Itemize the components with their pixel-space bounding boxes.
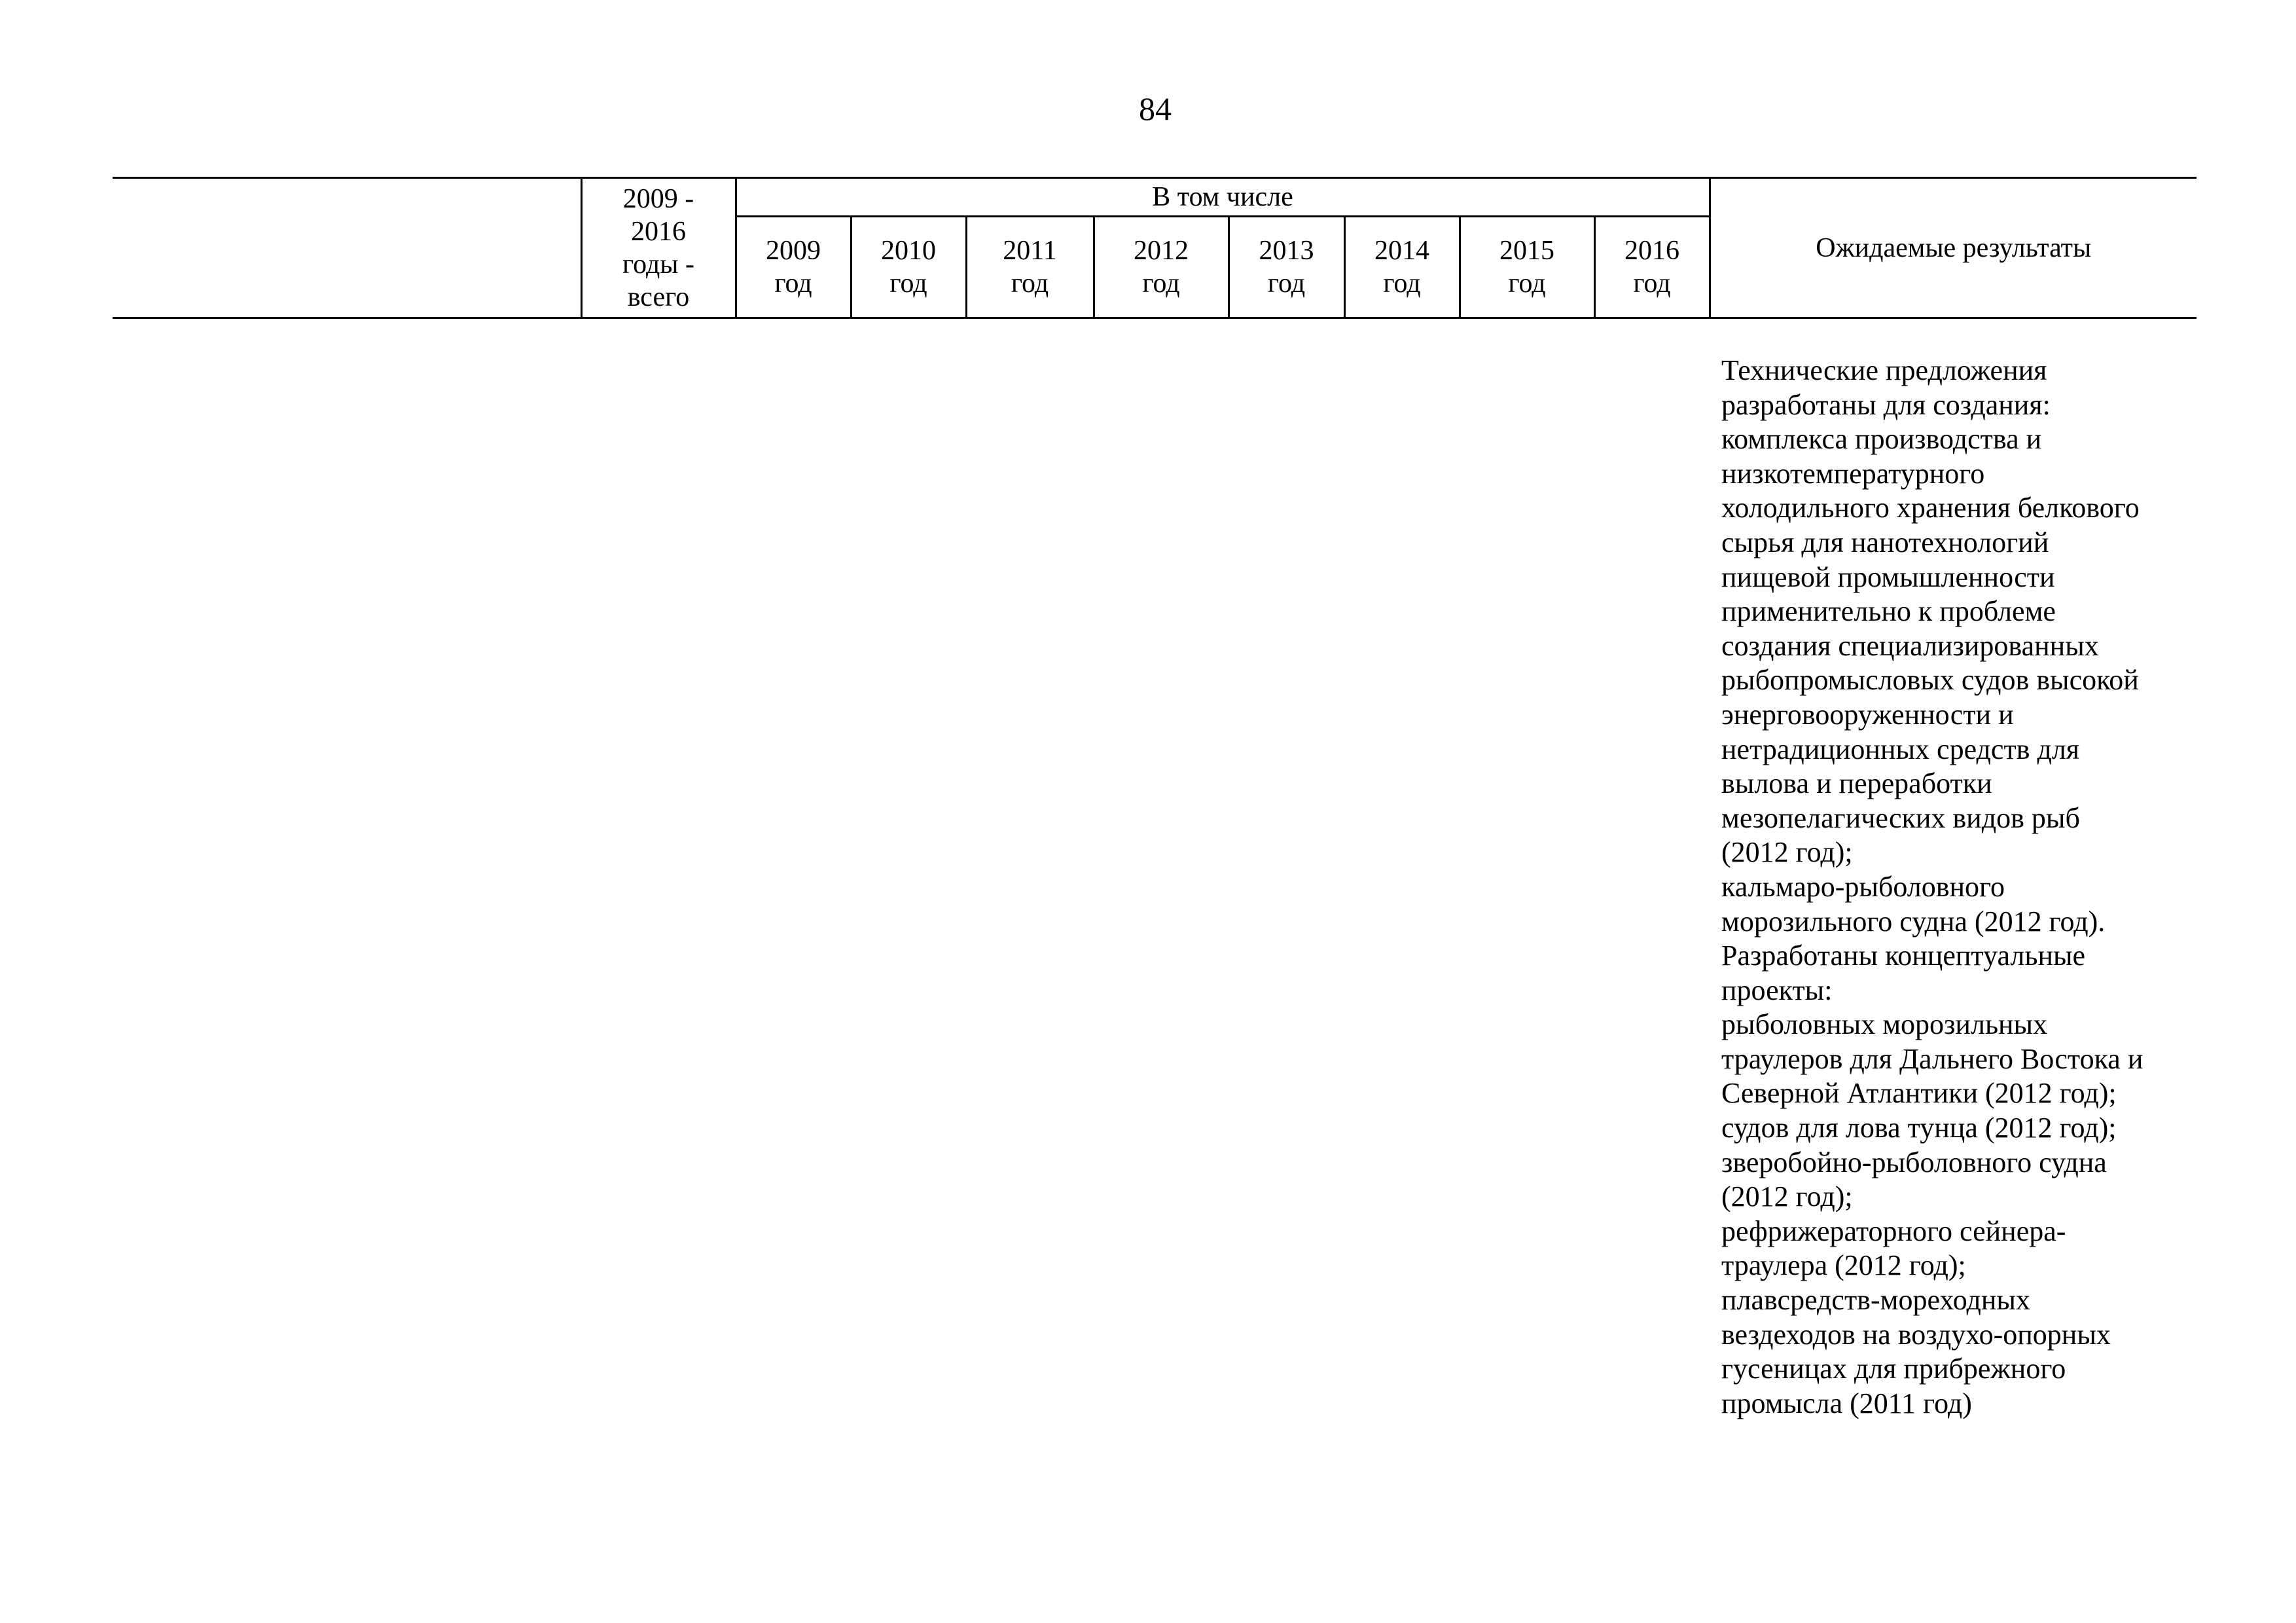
- year-word: год: [774, 268, 812, 299]
- result-line: рыболовных морозильных: [1721, 1008, 2048, 1041]
- result-line: пищевой промышленности: [1721, 560, 2055, 593]
- year-number: 2010: [881, 236, 936, 266]
- result-line: гусеницах для прибрежного: [1721, 1353, 2066, 1385]
- header-year-2015: [1460, 217, 1594, 318]
- expected-results-text: [1721, 354, 2258, 1421]
- year-number: 2012: [1134, 236, 1189, 266]
- header-year-2016: [1594, 217, 1710, 318]
- page-number: 84: [1139, 90, 1172, 127]
- year-word: год: [1011, 268, 1049, 299]
- result-line: холодильного хранения белкового: [1721, 492, 2140, 524]
- result-line: нетрадиционных средств для: [1721, 733, 2080, 765]
- result-line: рефрижераторного сейнера-: [1721, 1214, 2066, 1247]
- year-number: 2014: [1374, 236, 1429, 266]
- result-line: низкотемпературного: [1721, 457, 1985, 490]
- result-line: зверобойно-рыболовного судна: [1721, 1146, 2107, 1178]
- result-line: судов для лова тунца (2012 год);: [1721, 1112, 2117, 1144]
- result-line: энерговооруженности и: [1721, 698, 2014, 731]
- year-word: год: [1142, 268, 1180, 299]
- result-line: Разработаны концептуальные: [1721, 939, 2086, 972]
- result-line: плавсредств-мореходных: [1721, 1284, 2030, 1317]
- result-line: вездеходов на воздухо-опорных: [1721, 1318, 2111, 1351]
- result-line: разработаны для создания:: [1721, 388, 2051, 421]
- result-line: мезопелагических видов рыб: [1721, 801, 2080, 834]
- result-line: (2012 год);: [1721, 1180, 1853, 1213]
- result-line: (2012 год);: [1721, 836, 1853, 869]
- result-line: траулеров для Дальнего Востока и: [1721, 1042, 2144, 1075]
- result-line: проекты:: [1721, 974, 1833, 1006]
- year-number: 2015: [1499, 236, 1554, 266]
- year-number: 2016: [1624, 236, 1679, 266]
- result-line: траулера (2012 год);: [1721, 1249, 1966, 1282]
- header-year-2013: [1229, 217, 1344, 318]
- result-line: кальмаро-рыболовного: [1721, 870, 2005, 903]
- result-line: создания специализированных: [1721, 629, 2099, 662]
- header-table: [113, 177, 2197, 319]
- year-word: год: [1267, 268, 1306, 299]
- header-year-2012: [1094, 217, 1229, 318]
- header-blank-cell: [113, 178, 581, 318]
- header-total-years: [581, 178, 736, 318]
- year-number: 2013: [1259, 236, 1314, 266]
- header-year-2014: [1344, 217, 1460, 318]
- result-line: рыбопромысловых судов высокой: [1721, 664, 2139, 697]
- header-total-line: 2016: [631, 216, 686, 247]
- result-line: морозильного судна (2012 год).: [1721, 905, 2106, 938]
- header-expected-results: Ожидаемые результаты: [1710, 178, 2197, 318]
- year-word: год: [1508, 268, 1546, 299]
- result-line: комплекса производства и: [1721, 423, 2042, 456]
- result-line: промысла (2011 год): [1721, 1387, 1972, 1419]
- header-subgroup: В том числе: [736, 178, 1710, 217]
- result-line: Северной Атлантики (2012 год);: [1721, 1077, 2117, 1110]
- year-word: год: [1383, 268, 1421, 299]
- year-number: 2011: [1003, 236, 1057, 266]
- header-year-2009: [736, 217, 851, 318]
- header-year-2011: [966, 217, 1094, 318]
- year-word: год: [889, 268, 927, 299]
- header-total-line: всего: [627, 282, 690, 312]
- result-line: вылова и переработки: [1721, 767, 1992, 800]
- header-total-line: годы -: [622, 249, 695, 280]
- result-line: применительно к проблеме: [1721, 595, 2056, 628]
- header-total-line: 2009 -: [622, 183, 694, 214]
- result-line: Технические предложения: [1721, 354, 2047, 386]
- year-word: год: [1633, 268, 1671, 299]
- year-number: 2009: [766, 236, 821, 266]
- result-line: сырья для нанотехнологий: [1721, 526, 2049, 558]
- header-year-2010: [851, 217, 966, 318]
